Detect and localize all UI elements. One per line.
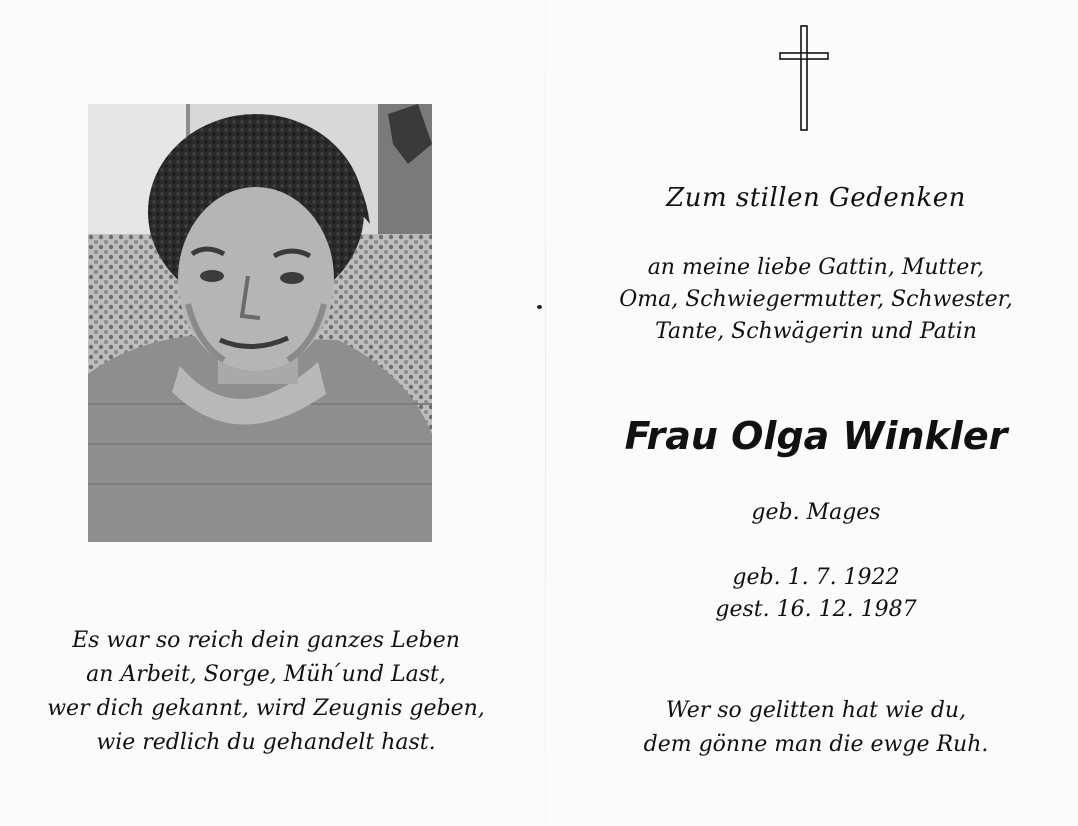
dedication-line: an meine liebe Gattin, Mutter, [647,255,985,280]
latin-cross-icon [778,24,830,132]
deceased-name: Frau Olga Winkler [624,414,1008,458]
poem-line: an Arbeit, Sorge, Müh ́und Last, [86,662,446,687]
memorial-heading: Zum stillen Gedenken [666,183,966,213]
portrait-photo [88,104,432,542]
poem-line: wie redlich du gehandelt hast. [96,730,436,755]
maiden-name: geb. Mages [751,500,881,525]
closing-verse [585,694,1047,762]
dedication-line: Oma, Schwiegermutter, Schwester, [619,287,1013,312]
print-speck [537,305,542,309]
poem-line: Es war so reich dein ganzes Leben [72,628,460,653]
verse-line: dem gönne man die ewge Ruh. [643,732,989,757]
birth-date: geb. 1. 7. 1922 [732,565,900,590]
death-date: gest. 16. 12. 1987 [715,597,917,622]
card-fold-line [545,0,546,826]
poem-line: wer dich gekannt, wird Zeugnis geben, [47,696,485,721]
dedication-text [585,252,1047,348]
verse-line: Wer so gelitten hat wie du, [665,698,967,723]
dedication-line: Tante, Schwägerin und Patin [655,319,977,344]
memorial-poem [18,624,514,760]
life-dates [600,562,1032,626]
